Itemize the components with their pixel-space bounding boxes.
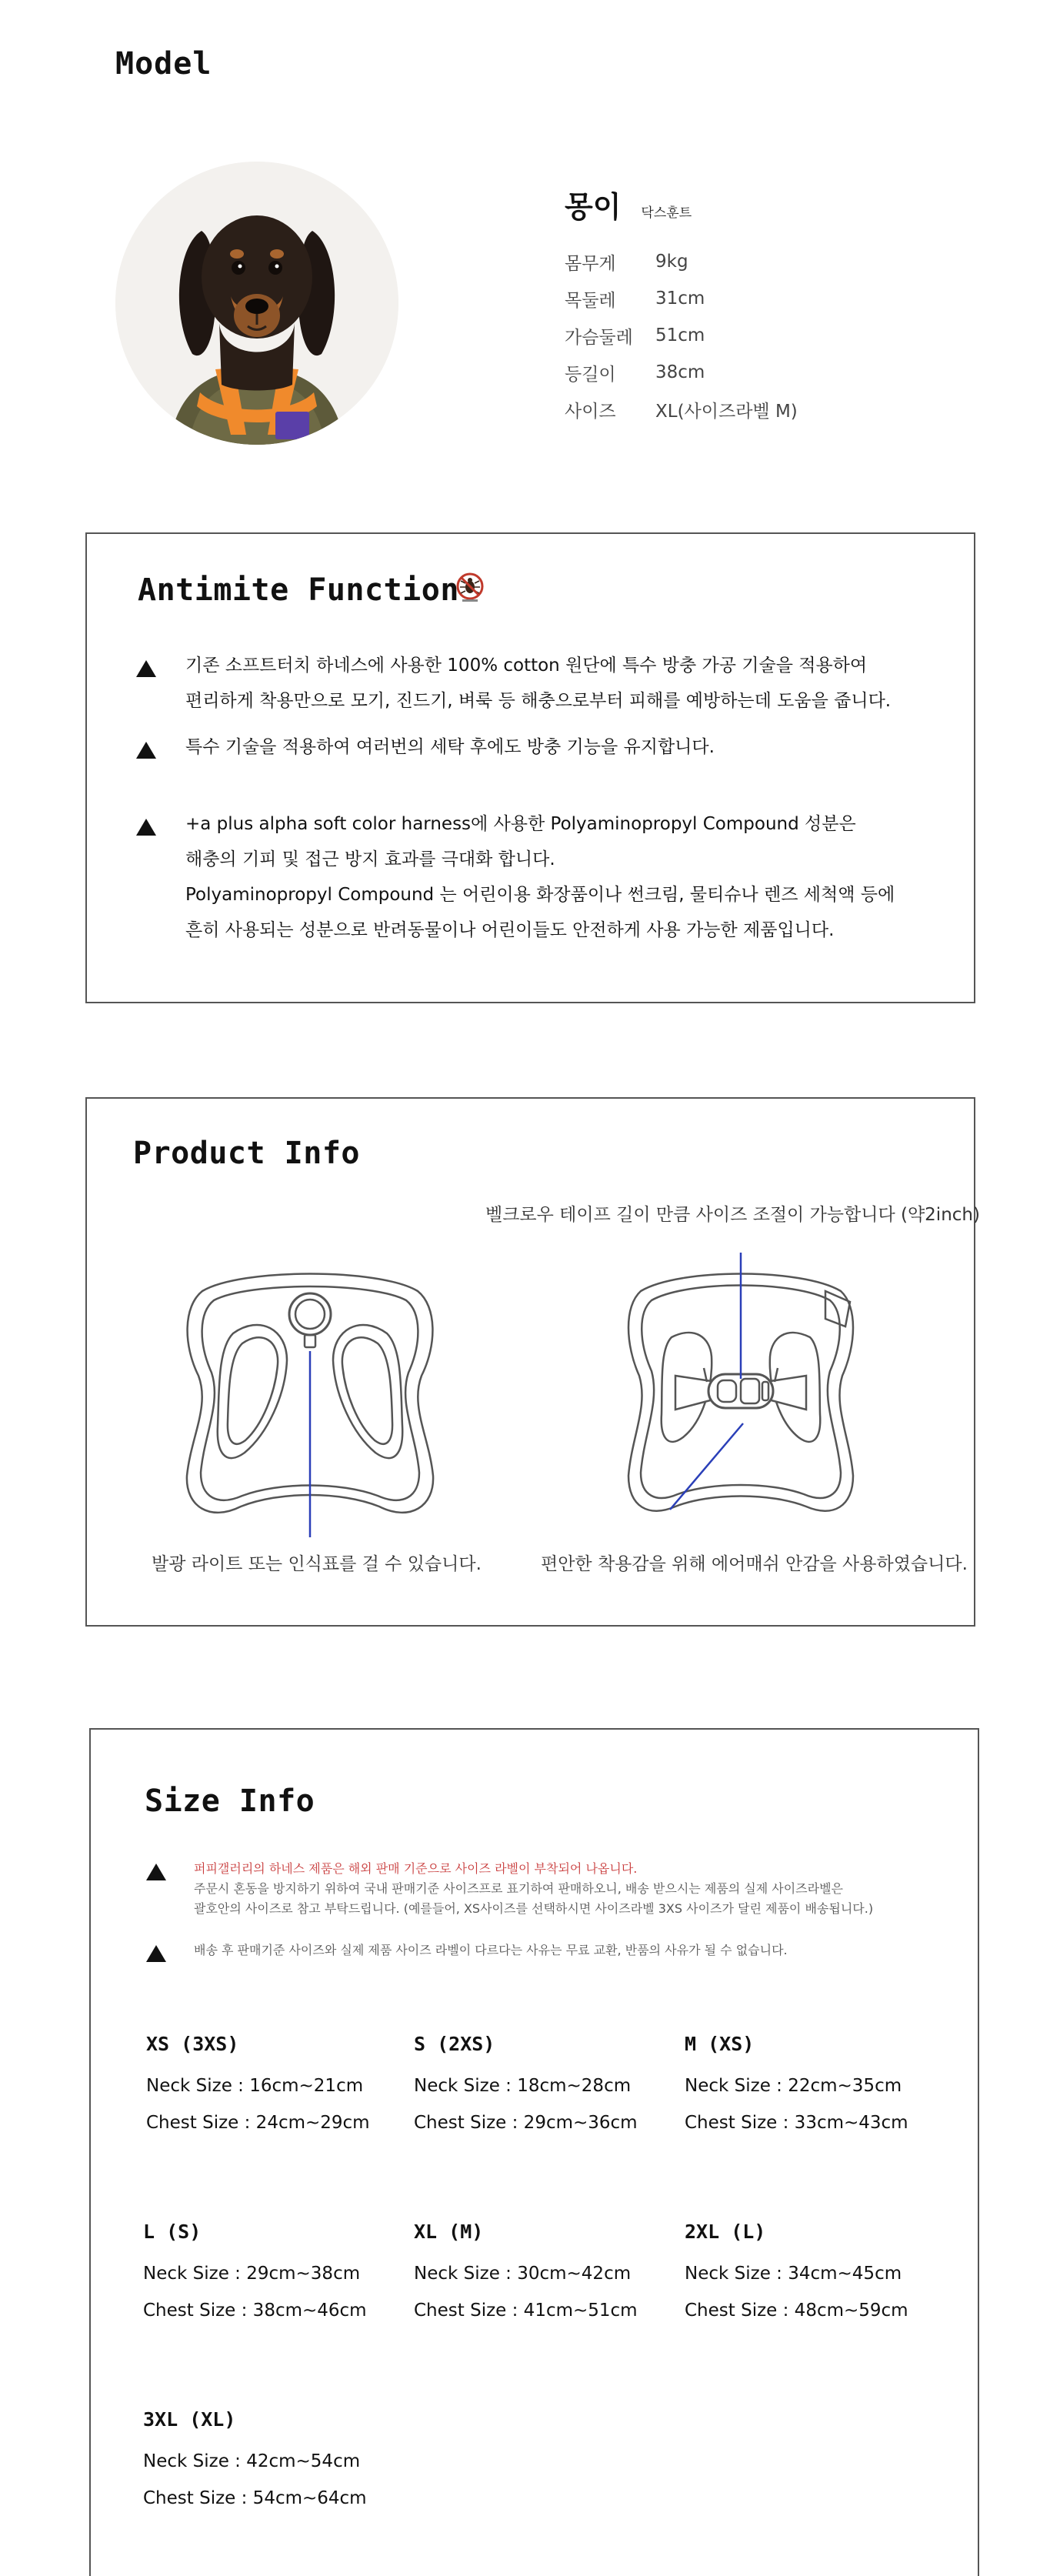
antimite-paragraph-3 [185, 806, 895, 948]
chest-size: Chest Size : 38cm~46cm [143, 2301, 367, 2321]
chest-size: Chest Size : 48cm~59cm [685, 2301, 908, 2321]
size-card-2xl [685, 2221, 938, 2329]
size-name: 3XL (XL) [143, 2408, 236, 2431]
paragraph-line: 흔히 사용되는 성분으로 반려동물이나 어린이들도 안전하게 사용 가능한 제품입니다. [185, 920, 835, 940]
paragraph-line: Polyaminopropyl Compound 는 어린이용 화장품이나 썬크림, 물티슈나 렌즈 세척액 등에 [185, 885, 895, 905]
size-notice-1 [194, 1859, 873, 1919]
neck-size: Neck Size : 42cm~54cm [143, 2451, 361, 2471]
product-info-section [85, 1097, 980, 1627]
neck-size: Neck Size : 22cm~35cm [685, 2076, 902, 2096]
spec-label: 사이즈 [565, 401, 616, 422]
chest-size: Chest Size : 29cm~36cm [414, 2113, 638, 2133]
bullet-triangle [146, 1864, 166, 1880]
chest-size: Chest Size : 41cm~51cm [414, 2301, 638, 2321]
antimite-section [85, 532, 975, 1003]
model-name-row [565, 183, 692, 225]
antimite-title: Antimite Function [138, 572, 459, 608]
size-card-3xl [143, 2408, 397, 2517]
paragraph-line: 특수 기술을 적용하여 여러번의 세탁 후에도 방충 기능을 유지합니다. [185, 737, 715, 757]
spec-row-chest [565, 317, 798, 354]
model-dog-photo [115, 162, 398, 445]
notice-line: 주문시 혼동을 방지하기 위하여 국내 판매기준 사이즈프로 표기하여 판매하오니, 배송 받으시는 제품의 실제 사이즈라벨은 [194, 1881, 844, 1896]
neck-size: Neck Size : 16cm~21cm [146, 2076, 364, 2096]
harness-front-illustration [172, 1260, 448, 1537]
bullet-triangle [146, 1945, 166, 1962]
spec-value: 38cm [655, 362, 705, 382]
harness-back-illustration [618, 1253, 864, 1537]
size-name: M (XS) [685, 2033, 755, 2055]
size-name: S (2XS) [414, 2033, 495, 2055]
dachshund-illustration [115, 162, 398, 445]
paragraph-line: 편리하게 착용만으로 모기, 진드기, 벼룩 등 해충으로부터 피해를 예방하는데 도움을 줍니다. [185, 691, 892, 711]
size-notice-2: 배송 후 판매기준 사이즈와 실제 제품 사이즈 라벨이 다르다는 사유는 무료 교환, 반품의 사유가 될 수 없습니다. [194, 1943, 788, 1957]
bullet-triangle [136, 660, 156, 677]
model-name: 몽이 [565, 190, 622, 224]
size-card-l [143, 2221, 397, 2329]
spec-row-size [565, 391, 798, 428]
spec-value: XL(사이즈라벨 M) [655, 401, 798, 422]
size-info-title: Size Info [145, 1784, 315, 1819]
neck-size: Neck Size : 29cm~38cm [143, 2264, 361, 2284]
size-name: XL (M) [414, 2221, 484, 2243]
chest-size: Chest Size : 54cm~64cm [143, 2488, 367, 2508]
bullet-triangle [136, 742, 156, 759]
spec-label: 목둘레 [565, 290, 616, 311]
paragraph-line: 해충의 기피 및 접근 방지 효과를 극대화 합니다. [185, 849, 555, 869]
size-info-section [89, 1728, 979, 2576]
spec-label: 등길이 [565, 364, 616, 385]
bullet-triangle [136, 819, 156, 836]
spec-row-neck [565, 280, 798, 317]
no-mite-icon [455, 572, 485, 603]
model-spec-table [565, 243, 798, 428]
size-card-s [414, 2033, 668, 2141]
velcro-note: 벨크로우 테이프 길이 만큼 사이즈 조절이 가능합니다 (약2inch) [485, 1205, 980, 1225]
size-card-xs [146, 2033, 400, 2141]
antimite-paragraph-2 [185, 729, 715, 765]
spec-value: 31cm [655, 289, 705, 309]
spec-row-weight [565, 243, 798, 280]
chest-size: Chest Size : 24cm~29cm [146, 2113, 370, 2133]
model-section-title: Model [115, 46, 212, 82]
neck-size: Neck Size : 18cm~28cm [414, 2076, 632, 2096]
neck-size: Neck Size : 30cm~42cm [414, 2264, 632, 2284]
size-name: L (S) [143, 2221, 202, 2243]
paragraph-line: +a plus alpha soft color harness에 사용한 Polyaminopropyl Compound 성분은 [185, 814, 856, 834]
size-name: 2XL (L) [685, 2221, 766, 2243]
neck-size: Neck Size : 34cm~45cm [685, 2264, 902, 2284]
spec-label: 가슴둘레 [565, 327, 633, 348]
chest-size: Chest Size : 33cm~43cm [685, 2113, 908, 2133]
size-card-xl [414, 2221, 668, 2329]
notice-highlight: 퍼피갤러리의 하네스 제품은 해외 판매 기준으로 사이즈 라벨이 부착되어 나옵니다. [194, 1861, 638, 1876]
spec-value: 51cm [655, 325, 705, 345]
tag-note: 발광 라이트 또는 인식표를 걸 수 있습니다. [152, 1554, 482, 1574]
antimite-paragraph-1 [185, 648, 891, 719]
spec-label: 몸무게 [565, 253, 616, 274]
spec-row-back [565, 354, 798, 391]
product-info-title: Product Info [133, 1136, 360, 1171]
paragraph-line: 기존 소프트터치 하네스에 사용한 100% cotton 원단에 특수 방충 가공 기술을 적용하여 [185, 656, 868, 676]
size-card-m [685, 2033, 938, 2141]
model-breed: 닥스훈트 [641, 205, 692, 221]
notice-line: 괄호안의 사이즈로 참고 부탁드립니다. (예를들어, XS사이즈를 선택하시면 사이즈라벨 3XS 사이즈가 달린 제품이 배송됩니다.) [194, 1901, 874, 1916]
mesh-note: 편안한 착용감을 위해 에어매쉬 안감을 사용하였습니다. [541, 1554, 968, 1574]
spec-value: 9kg [655, 252, 688, 272]
size-name: XS (3XS) [146, 2033, 239, 2055]
